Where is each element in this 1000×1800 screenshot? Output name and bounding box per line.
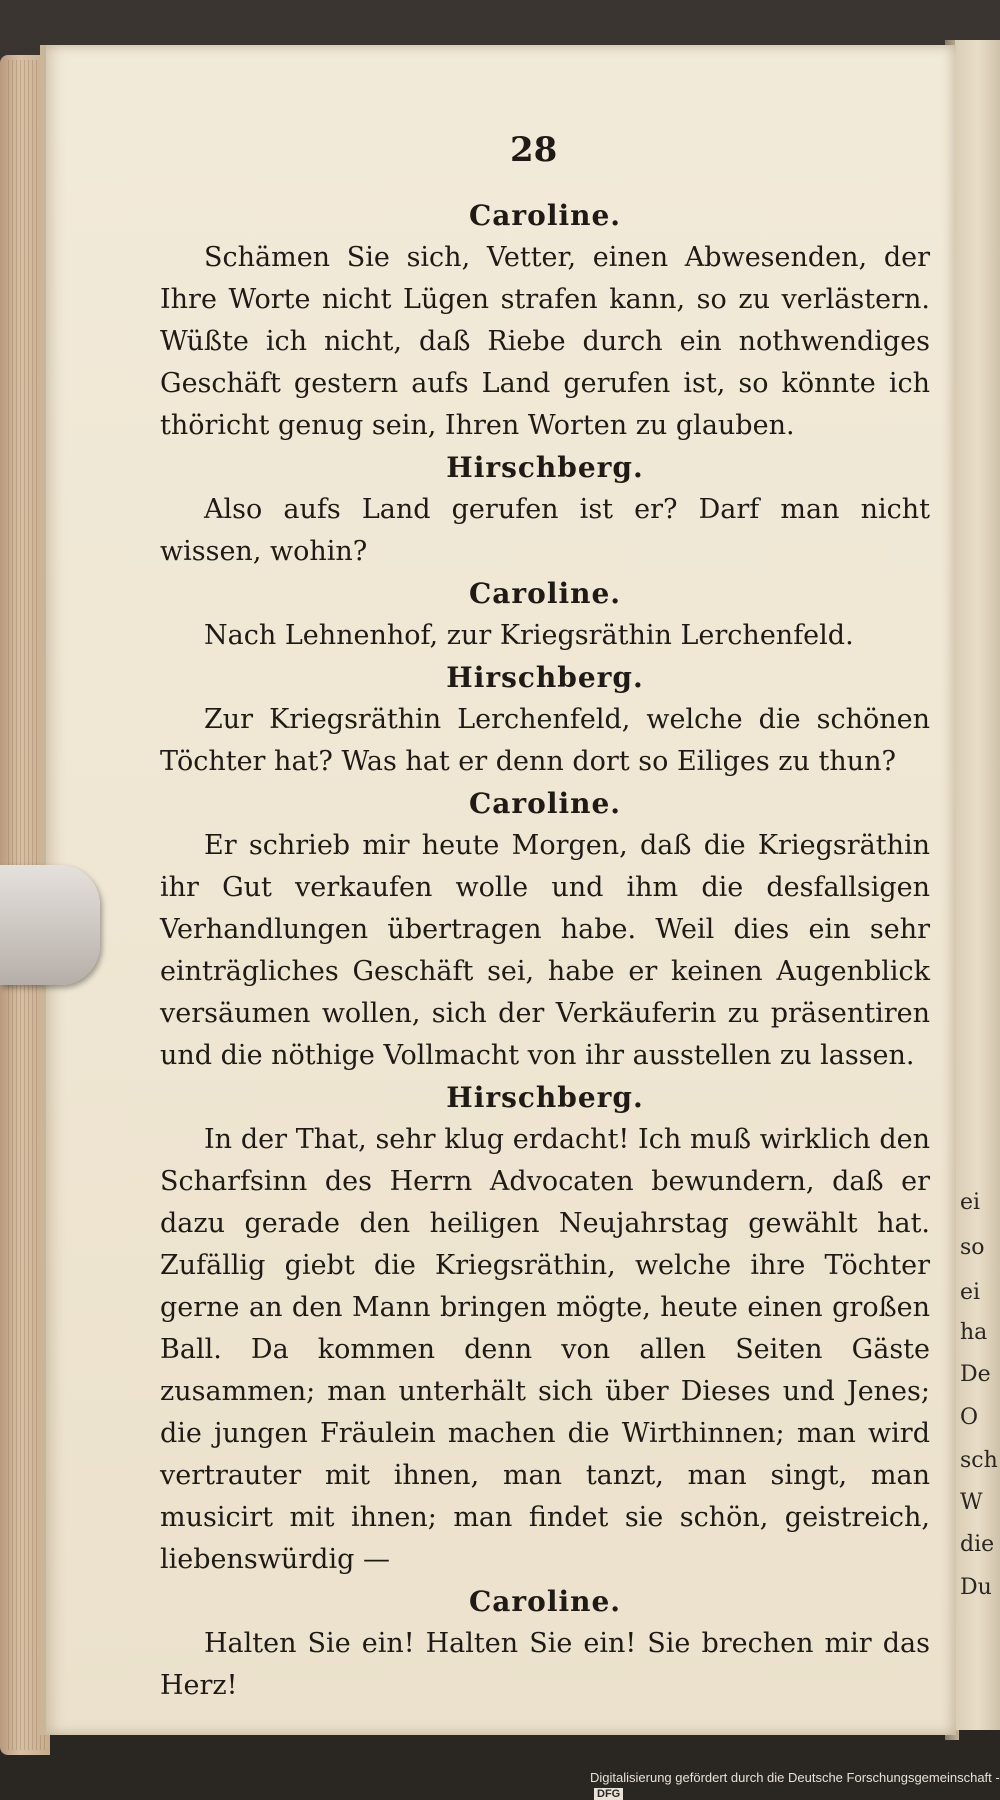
fragment-text: O [960,1405,979,1430]
fragment-text: ei [960,1190,981,1215]
fragment-text: Du [960,1575,992,1600]
speaker-name: Caroline. [468,577,622,610]
page-number: 28 [510,130,558,170]
fragment-text: ei [960,1280,981,1305]
speech-paragraph: Nach Lehnenhof, zur Kriegsräthin Lerchenfeld. [204,620,854,651]
footer-text: Digitalisierung gefördert durch die Deutsche Forschungsgemeinschaft - [590,1770,1000,1785]
speaker-name: Hirschberg. [446,1081,644,1114]
speaker-name: Caroline. [468,1585,622,1618]
fragment-text: W [960,1490,983,1515]
fragment-text: so [960,1235,985,1260]
fragment-text: die [960,1532,995,1557]
speech-paragraph: Zur Kriegsräthin Lerchenfeld, welche die schönen Töchter hat? Was hat er denn dort so Eiliges zu thun? [160,704,930,777]
fragment-text: sch [960,1448,998,1473]
speaker-name: Hirschberg. [446,451,644,484]
fragment-text: ha [960,1320,988,1345]
fragment-text: De [960,1362,991,1387]
speech-paragraph: Halten Sie ein! Halten Sie ein! Sie brechen mir das Herz! [160,1628,930,1701]
digitization-footer [590,1770,1000,1800]
page-clip [0,865,100,985]
speaker-name: Hirschberg. [446,661,644,694]
speaker-name: Caroline. [468,199,622,232]
speech-paragraph: Schämen Sie sich, Vetter, einen Abwesenden, der Ihre Worte nicht Lügen strafen kann, so zu verlästern. Wüßte ich nicht, daß Riebe durch ein nothwendiges Geschäft gestern aufs Land gerufen ist, so könnte ich thöricht genug sein, Ihren Worten zu glauben. [160,242,930,441]
speech-paragraph: Er schrieb mir heute Morgen, daß die Kriegsräthin ihr Gut verkaufen wolle und ihm die desfallsigen Verhandlungen übertragen habe. Weil dies ein sehr einträgliches Geschäft sei, habe er keinen Augenblick versäumen wollen, sich der Verkäuferin zu präsentiren und die nöthige Vollmacht von ihr ausstellen zu lassen. [160,830,930,1071]
facing-page-edge [955,40,1000,1730]
speech-paragraph: In der That, sehr klug erdacht! Ich muß wirklich den Scharfsinn des Herrn Advocaten bewundern, daß er dazu gerade den heiligen Neujahrstag gewählt hat. Zufällig giebt die Kriegsräthin, welche ihre Töchter gerne an den Mann bringen mögte, heute einen großen Ball. Da kommen denn von allen Seiten Gäste zusammen; man unterhält sich über Dieses und Jenes; die jungen Fräulein machen die Wirthinnen; man wird vertrauter mit ihnen, man tanzt, man singt, man musicirt mit ihnen; man findet sie schön, geistreich, liebenswürdig — [160,1124,930,1575]
dfg-logo: DFG [594,1788,623,1800]
speaker-name: Caroline. [468,787,622,820]
speech-paragraph: Also aufs Land gerufen ist er? Darf man nicht wissen, wohin? [160,494,930,567]
dialogue-text [160,195,930,1707]
